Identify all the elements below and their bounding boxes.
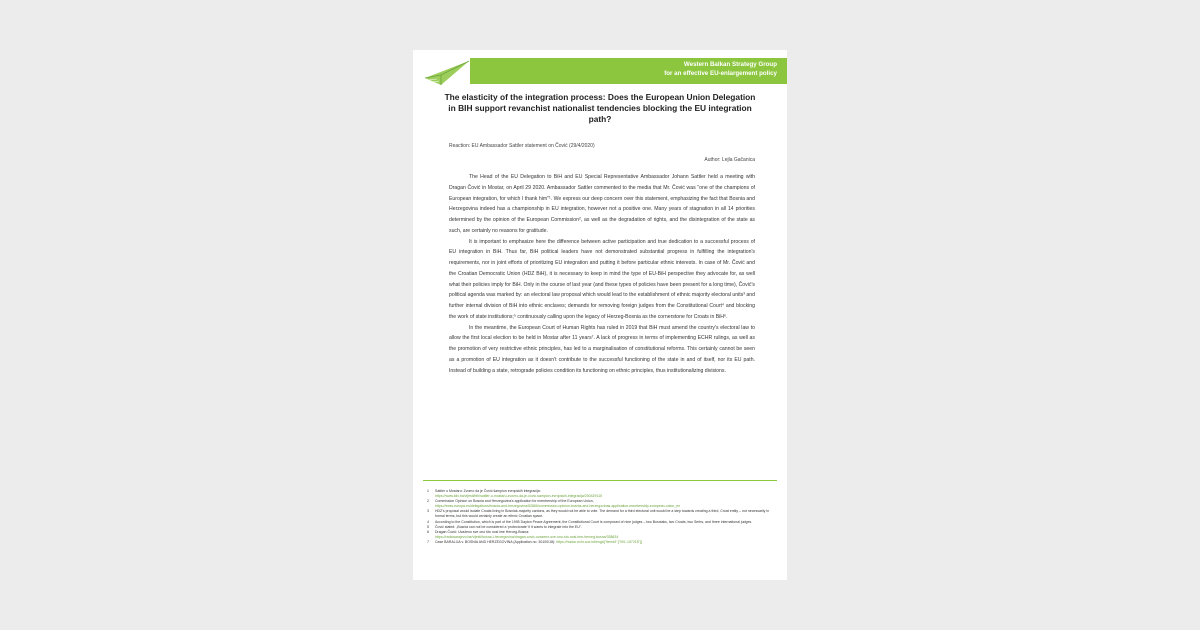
document-title: The elasticity of the integration process: Does the European Union Delegation in BIH support revanchist nationalist tendencies blocking the EU integration path? xyxy=(444,92,756,125)
header-banner xyxy=(470,58,787,84)
body-text xyxy=(449,172,755,376)
paragraph: It is important to emphasize here the difference between active participation and true dedication to a successful process of EU integration in BiH. Thus far, BiH political leaders have not demonstrated substantial progress in fulfilling the integration's requirements, nor in joint efforts of prioritizing EU integration and putting it before particular ethnic interests. In case of Mr. Čović and the Croatian Democratic Union (HDZ BiH), it is necessary to keep in mind the type of EU-BiH perspective they advocate for, as well what their policies imply for BiH. Only in the course of last year (and these types of policies have been present for a long time), Čović's political agenda was marked by: an electoral law proposal which would lead to the establishment of ethnic majority electoral units³ and further internal division of BiH into ethnic enclaves; demands for removing foreign judges from the Constitutional Court⁴ and blocking the work of state institutions;⁵ continuously calling upon the legacy of Herzeg-Bosnia as the cornerstone for Croats in BiH⁶. xyxy=(449,238,755,320)
org-name: Western Balkan Strategy Group xyxy=(683,61,777,68)
footnote-link[interactable]: https://hudoc.echr.coe.int/eng#{"itemid":["001-197215"]} xyxy=(556,539,643,544)
document-page xyxy=(413,50,787,580)
footnote-number: 3 xyxy=(427,509,429,514)
org-tagline: for an effective EU-enlargement policy xyxy=(664,69,777,77)
footnote xyxy=(427,540,773,545)
footnotes xyxy=(427,489,773,545)
footnote-number: 4 xyxy=(427,519,429,524)
footnote-text: Sattler u Mostaru: Zvomo da je Čović šampion evropskih integracija: xyxy=(435,489,541,493)
footnote xyxy=(427,509,773,519)
footnote-link[interactable]: https://radiosarajevo.ba/vijesti/bosna-i-hercegovina/dragan-covic-uvazeno-sve-ono-sto-nosi-ime-herceg-bosna/338634 xyxy=(435,534,619,539)
footnote-number: 2 xyxy=(427,499,429,504)
footnote-number: 6 xyxy=(427,529,429,534)
footnote-number: 1 xyxy=(427,489,429,493)
paragraph: In the meantime, the European Court of Human Rights has ruled in 2019 that BiH must amend the country's electoral law to allow the first local election to be held in Mostar after 11 years⁷. A lack of progress in terms of implementing ECHR rulings, as well as the promotion of very restrictive ethnic principles, has led to a marginalisation of constitutional reforms. This certainly cannot be seen as a promotion of EU integration as it doesn't contribute to the successful functioning of the state in and of itself, nor its EU path. Instead of building a state, retrograde policies condition its functioning on ethnic principles, thus institutionalizing divisions. xyxy=(449,324,755,374)
footnote xyxy=(427,489,773,499)
footnote xyxy=(427,530,773,540)
footnote-number: 5 xyxy=(427,524,429,529)
paper-plane-logo-icon xyxy=(423,58,471,88)
footnote-text: According to the Constitution, which is part of the 1995 Dayton Peace Agreement, the Constitutional Court is composed of nine judges – two Bosniaks, two Croats, two Serbs, and three international judges. xyxy=(435,519,753,524)
footnote-text: Dragan Čović: Uvaženo sve ono što nosi ime Herceg-Bosna: xyxy=(435,529,530,534)
footnote-text: Čović stated: „Bosnia can not be considered a 'protectorate' if it wants to integrate into the EU". xyxy=(435,524,582,529)
reaction-line: Reaction: EU Ambassador Sattler statement on Čović (29/4/2020) xyxy=(449,143,595,149)
paragraph: The Head of the EU Delegation to BiH and EU Special Representative Ambassador Johann Sattler held a meeting with Dragan Čović in Mostar, on April 29 2020. Ambassador Sattler commented to the media that Mr. Čović was "one of the champions of European integration, for which I thank him"¹. We express our deep concern over this statement, emphasizing the fact that Bosnia and Herzegovina indeed has a championship in EU integration, however not a positive one. Many years of stagnation in all 14 priorities determined by the opinion of the European Commission², as well as the degradation of rights, and the disintegration of the state as such, are certainly no reasons for gratitude. xyxy=(449,174,755,234)
footnote-link[interactable]: https://eeas.europa.eu/delegations/bosnia-and-herzegovina/62866/commission-opinion-bosnia-and-herzegovinas-application-membership-european-union_en xyxy=(435,504,681,509)
footnote-text: Commission Opinion on Bosnia and Herzegovina's application for membership of the European Union, xyxy=(435,499,594,504)
footnote-link[interactable]: https://www.klix.ba/vijesti/bih/sattler-u-mostaru-zvomo-da-je-covic-sampion-evropskih-integracija/200429115 xyxy=(435,494,603,499)
footnote-text: HDZ's proposal would isolate Croats living in Bosniak-majority cantons, as they would not be able to vote. The demand for a third electoral unit would be a step towards creating a third, Croat entity – not necessarily in formal terms, but this would certainly create an ethnic Croatian space. xyxy=(435,509,770,519)
footnote xyxy=(427,499,773,509)
footnote-number: 7 xyxy=(427,539,429,544)
author-line: Author: Lejla Gačanica xyxy=(704,157,755,163)
footnote-text: Case BARALIJA v. BOSNIA AND HERZEGOVINA (Application no. 30100/18): xyxy=(435,539,556,544)
footnote-divider xyxy=(423,480,777,481)
